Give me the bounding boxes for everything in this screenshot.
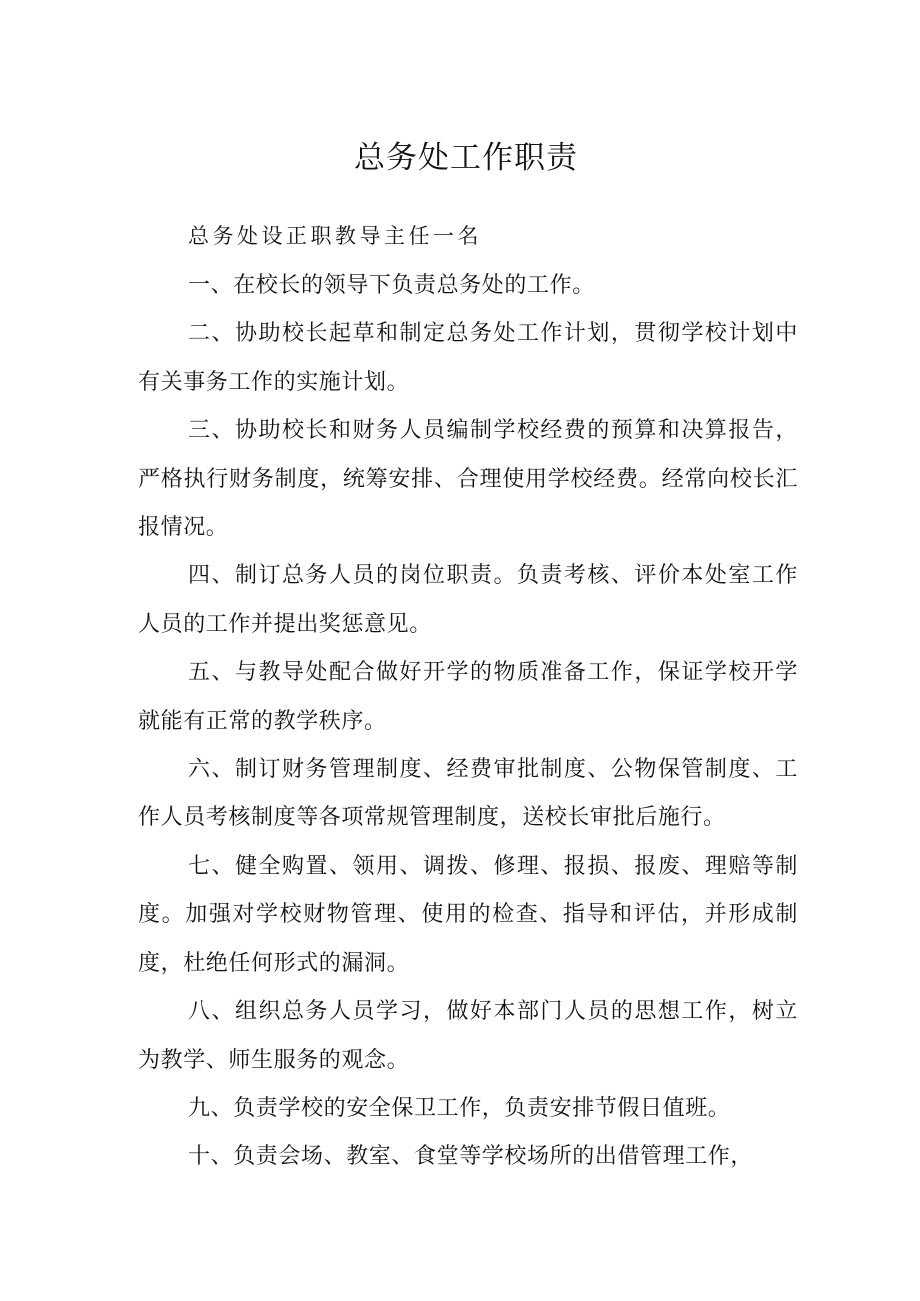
duty-item-5: 五、与教导处配合做好开学的物质准备工作，保证学校开学就能有正常的教学秩序。 (138, 660, 798, 734)
duty-item-6: 六、制订财务管理制度、经费审批制度、公物保管制度、工作人员考核制度等各项常规管理制度，送校长审批后施行。 (138, 757, 798, 831)
duty-item-9: 九、负责学校的安全保卫工作，负责安排节假日值班。 (188, 1095, 731, 1121)
duty-item-4: 四、制订总务人员的岗位职责。负责考核、评价本处室工作人员的工作并提出奖惩意见。 (138, 563, 798, 637)
duty-item-3: 三、协助校长和财务人员编制学校经费的预算和决算报告，严格执行财务制度，统筹安排、合理使用学校经费。经常向校长汇报情况。 (138, 418, 798, 541)
duty-item-2: 二、协助校长起草和制定总务处工作计划，贯彻学校计划中有关事务工作的实施计划。 (138, 321, 798, 395)
document-subtitle: 总务处设正职教导主任一名 (188, 224, 482, 248)
duty-item-1: 一、在校长的领导下负责总务处的工作。 (188, 273, 595, 298)
duty-item-7: 七、健全购置、领用、调拨、修理、报损、报废、理赔等制度。加强对学校财物管理、使用的检查、指导和评估，并形成制度，杜绝任何形式的漏洞。 (138, 853, 798, 976)
document-body (138, 262, 798, 1182)
page-title: 总务处工作职责 (354, 140, 578, 176)
duty-item-10: 十、负责会场、教室、食堂等学校场所的出借管理工作， (188, 1144, 754, 1170)
duty-item-8: 八、组织总务人员学习，做好本部门人员的思想工作，树立为教学、师生服务的观念。 (138, 999, 798, 1073)
